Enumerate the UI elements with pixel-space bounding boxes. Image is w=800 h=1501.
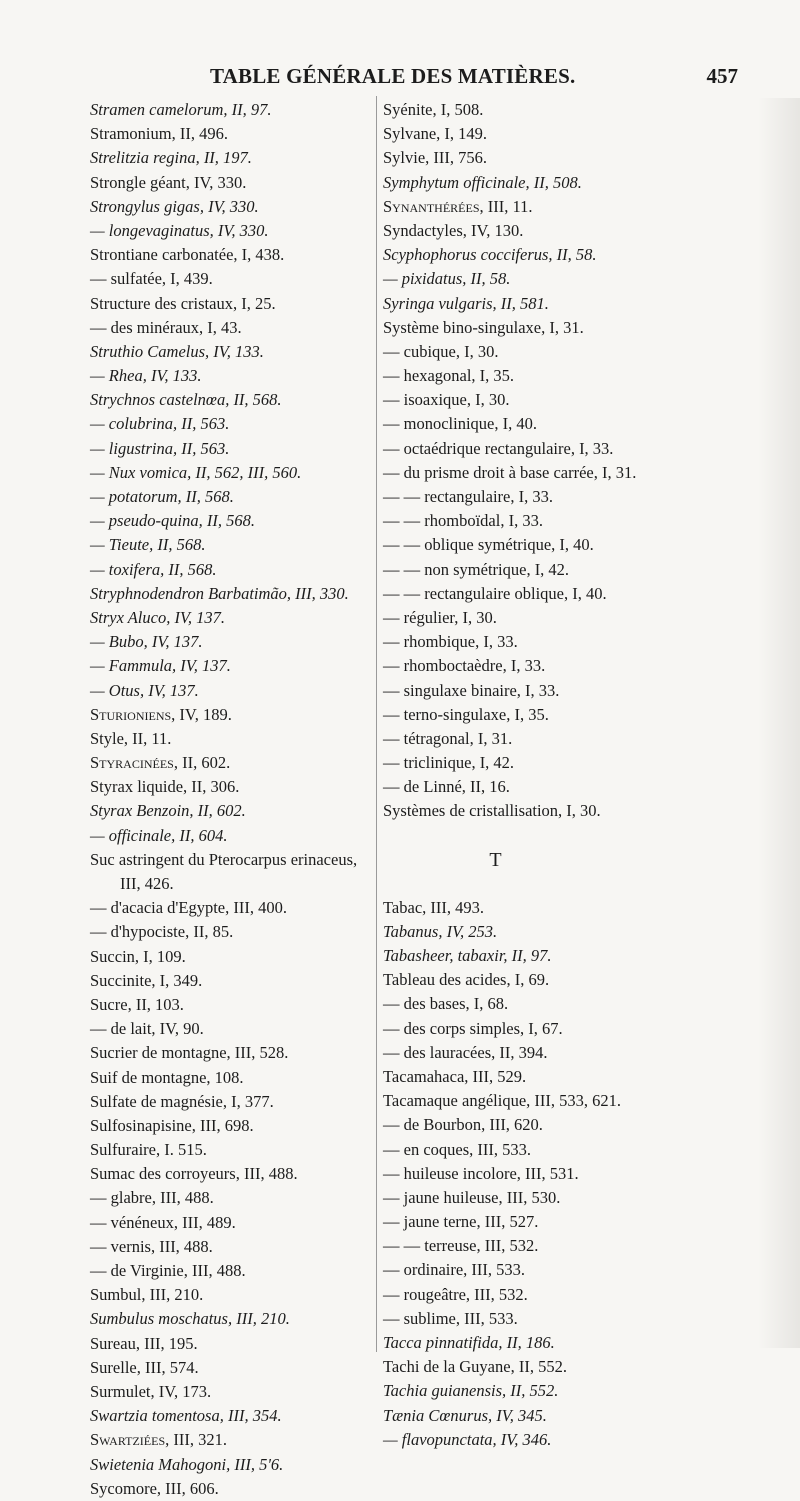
index-entry: Symphytum officinale, II, 508. (383, 172, 582, 192)
index-entry: — de Linné, II, 16. (383, 777, 510, 797)
index-entry: — sulfatée, I, 439. (90, 269, 213, 289)
index-entry: Styrax Benzoin, II, 602. (90, 801, 246, 821)
index-entry: — — rectangulaire oblique, I, 40. (383, 583, 607, 603)
index-entry: Tabac, III, 493. (383, 897, 485, 917)
column-divider (376, 96, 377, 1352)
index-entry: — — rectangulaire, I, 33. (383, 487, 553, 506)
index-entry: Tableau des acides, I, 69. (383, 970, 550, 990)
index-entry: — de lait, IV, 90. (90, 1019, 204, 1039)
index-entry: Sturioniens, IV, 189. (90, 704, 232, 724)
page-number: 457 (706, 64, 738, 88)
index-entry: Sylvie, III, 756. (383, 148, 488, 168)
index-entry: Tacca pinnatifida, II, 186. (383, 1333, 555, 1352)
index-entry: — triclinique, I, 42. (383, 753, 515, 773)
index-entry: — rhombique, I, 33. (383, 632, 518, 652)
index-entry: Sulfuraire, I. 515. (90, 1140, 207, 1160)
index-entry: — Rhea, IV, 133. (90, 366, 202, 386)
index-entry: Sulfate de magnésie, I, 377. (90, 1091, 274, 1111)
index-entry: Strontiane carbonatée, I, 438. (90, 245, 285, 265)
index-entry: — sublime, III, 533. (383, 1308, 518, 1328)
index-entry: Suc astringent du Pterocarpus erinaceus, (90, 849, 358, 869)
index-column-right (383, 98, 758, 1452)
index-entry: — jaune huileuse, III, 530. (383, 1187, 561, 1207)
index-block-t (383, 896, 758, 1452)
index-entry: — des corps simples, I, 67. (383, 1018, 563, 1038)
index-entry: — Otus, IV, 137. (90, 680, 199, 700)
index-entry: Swartziées, III, 321. (90, 1430, 227, 1450)
index-entry: — Tieute, II, 568. (90, 535, 206, 555)
index-entry: Syndactyles, IV, 130. (383, 220, 524, 240)
index-entry: — des minéraux, I, 43. (90, 317, 242, 337)
index-entry: — terno-singulaxe, I, 35. (383, 704, 549, 724)
index-entry: Surelle, III, 574. (90, 1357, 199, 1377)
index-entry: Scyphophorus cocciferus, II, 58. (383, 245, 597, 265)
index-entry: Sumbul, III, 210. (90, 1285, 204, 1305)
index-entry: Styrax liquide, II, 306. (90, 777, 240, 797)
show-through-shadow (758, 98, 800, 1348)
index-entry: Stryphnodendron Barbatimão, III, 330. (90, 583, 349, 603)
index-entry: — des bases, I, 68. (383, 994, 509, 1014)
index-entry: Tachi de la Guyane, II, 552. (383, 1357, 567, 1377)
index-entry: — en coques, III, 533. (383, 1139, 532, 1159)
index-entry: Sulfosinapisine, III, 698. (90, 1115, 254, 1135)
index-entry: — Bubo, IV, 137. (90, 632, 203, 652)
index-entry: — officinale, II, 604. (90, 825, 228, 845)
index-entry: — potatorum, II, 568. (90, 487, 234, 506)
index-entry: — du prisme droit à base carrée, I, 31. (383, 462, 637, 482)
index-entry: — vernis, III, 488. (90, 1236, 213, 1256)
index-entry: Tænia Cœnurus, IV, 345. (383, 1405, 547, 1425)
index-entry: Surmulet, IV, 173. (90, 1381, 212, 1401)
index-entry: Struthio Camelus, IV, 133. (90, 341, 264, 361)
index-entry: Synanthérées, III, 11. (383, 196, 533, 216)
index-entry: Tacamahaca, III, 529. (383, 1066, 527, 1086)
index-entry: Tachia guianensis, II, 552. (383, 1381, 559, 1401)
index-entry: Styracinées, II, 602. (90, 753, 231, 773)
index-entry: — Nux vomica, II, 562, III, 560. (90, 462, 302, 482)
index-entry: Stramen camelorum, II, 97. (90, 100, 272, 119)
index-entry: Strongle géant, IV, 330. (90, 172, 247, 192)
index-entry: Stramonium, II, 496. (90, 124, 228, 144)
index-entry: — huileuse incolore, III, 531. (383, 1163, 579, 1183)
index-entry: Système bino-singulaxe, I, 31. (383, 317, 584, 337)
index-entry: — — terreuse, III, 532. (383, 1236, 539, 1256)
index-entry: — hexagonal, I, 35. (383, 366, 515, 386)
index-entry: — — non symétrique, I, 42. (383, 559, 570, 579)
index-entry: Syringa vulgaris, II, 581. (383, 293, 549, 313)
index-entry: — longevaginatus, IV, 330. (90, 220, 269, 240)
index-entry: — ligustrina, II, 563. (90, 438, 230, 458)
index-entry: — des lauracées, II, 394. (383, 1042, 548, 1062)
index-entry: — toxifera, II, 568. (90, 559, 217, 579)
index-entry: — flavopunctata, IV, 346. (383, 1429, 552, 1449)
index-entry: — ordinaire, III, 533. (383, 1260, 526, 1280)
index-entry: — de Virginie, III, 488. (90, 1261, 246, 1280)
section-letter: T (489, 848, 502, 871)
index-entry: — Fammula, IV, 137. (90, 656, 231, 676)
page-title: TABLE GÉNÉRALE DES MATIÈRES. (210, 64, 576, 88)
index-entry: Tabanus, IV, 253. (383, 921, 498, 941)
index-entry: — octaédrique rectangulaire, I, 33. (383, 438, 614, 458)
index-entry: Stryx Aluco, IV, 137. (90, 607, 226, 627)
index-entry: — pseudo-quina, II, 568. (90, 511, 255, 531)
index-entry: — — oblique symétrique, I, 40. (383, 535, 594, 555)
index-entry: III, 426. (120, 874, 174, 893)
index-entry: Systèmes de cristallisation, I, 30. (383, 801, 601, 821)
index-entry: Syénite, I, 508. (383, 100, 484, 119)
index-entry: Swietenia Mahogoni, III, 5'6. (90, 1454, 284, 1474)
index-entry: Sucre, II, 103. (90, 994, 184, 1014)
index-entry: — monoclinique, I, 40. (383, 414, 537, 434)
index-entry: Succinite, I, 349. (90, 970, 203, 990)
index-entry: Strongylus gigas, IV, 330. (90, 196, 259, 216)
index-column-left (90, 98, 372, 1501)
index-entry: Sucrier de montagne, III, 528. (90, 1043, 289, 1063)
index-entry: — d'hypociste, II, 85. (90, 922, 234, 942)
index-entry: — — rhomboïdal, I, 33. (383, 511, 543, 531)
index-entry: Sumac des corroyeurs, III, 488. (90, 1164, 298, 1184)
index-entry: Swartzia tomentosa, III, 354. (90, 1406, 282, 1426)
index-entry: — glabre, III, 488. (90, 1188, 214, 1208)
index-entry: Sureau, III, 195. (90, 1333, 198, 1353)
index-entry: — pixidatus, II, 58. (383, 269, 511, 289)
index-entry: — jaune terne, III, 527. (383, 1212, 539, 1232)
index-entry: Style, II, 11. (90, 728, 172, 748)
index-entry: Tabasheer, tabaxir, II, 97. (383, 946, 552, 965)
index-entry: — tétragonal, I, 31. (383, 728, 513, 748)
index-entry: — d'acacia d'Egypte, III, 400. (90, 898, 287, 918)
index-entry: Sycomore, III, 606. (90, 1478, 219, 1498)
index-block-s (383, 98, 758, 824)
index-entry: Strelitzia regina, II, 197. (90, 148, 252, 168)
index-entry: — colubrina, II, 563. (90, 414, 230, 434)
index-entry: Strychnos castelnœa, II, 568. (90, 390, 282, 410)
index-entry: Sumbulus moschatus, III, 210. (90, 1309, 290, 1329)
index-entry: Suif de montagne, 108. (90, 1067, 244, 1087)
index-entry: — cubique, I, 30. (383, 341, 499, 361)
index-entry: — rougeâtre, III, 532. (383, 1284, 528, 1304)
index-entry: Succin, I, 109. (90, 946, 186, 966)
index-entry: Tacamaque angélique, III, 533, 621. (383, 1091, 622, 1111)
index-entry: — isoaxique, I, 30. (383, 390, 510, 410)
index-entry: — vénéneux, III, 489. (90, 1212, 236, 1232)
index-entry: Sylvane, I, 149. (383, 124, 488, 144)
index-entry: — de Bourbon, III, 620. (383, 1115, 543, 1135)
index-entry: — singulaxe binaire, I, 33. (383, 680, 560, 700)
index-entry: — rhomboctaèdre, I, 33. (383, 656, 546, 676)
index-entry: — régulier, I, 30. (383, 607, 497, 627)
page-header (0, 64, 800, 90)
index-entry: Structure des cristaux, I, 25. (90, 293, 276, 313)
